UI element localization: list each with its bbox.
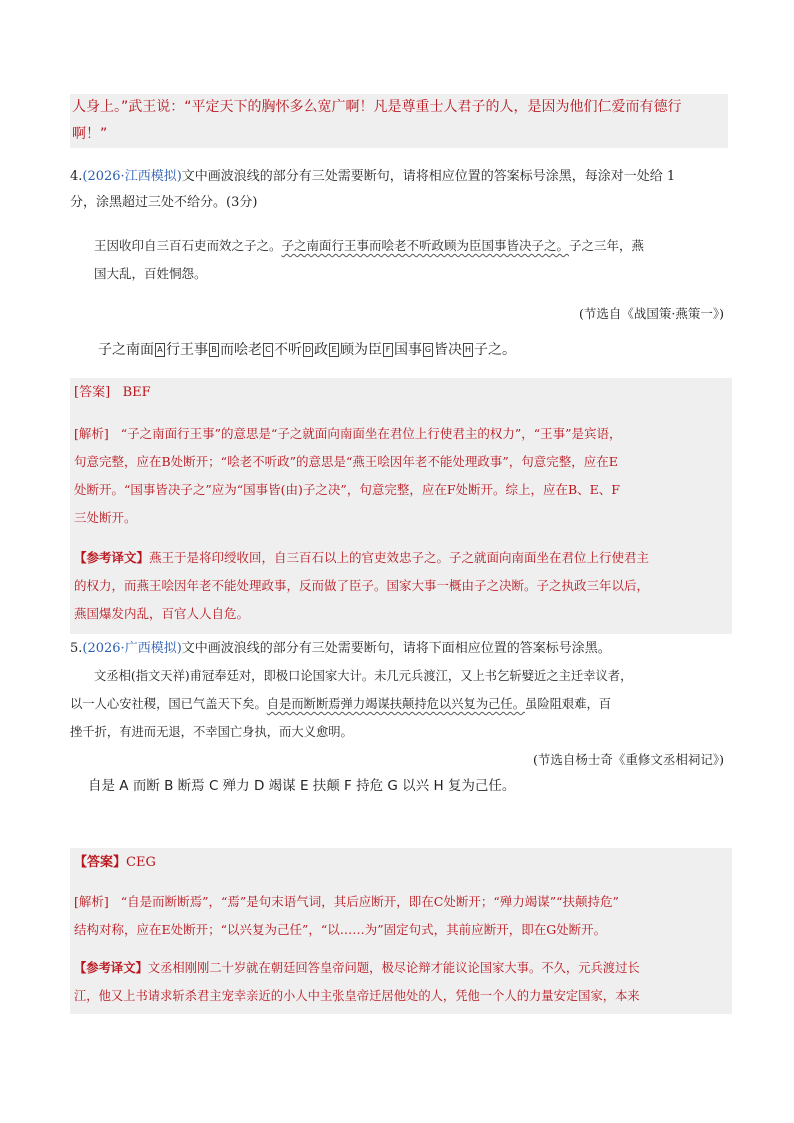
q5-translation-label: 【参考译文】 <box>74 960 148 975</box>
q5-passage-2a: 以一人心安社稷，国已气盖天下矣。 <box>70 697 267 711</box>
q5-analysis-1: “自是而断断焉”，“焉”是句末语气词，其后应断开，即在C处断开；“殚力竭谋”“扶颠持危” <box>120 894 619 909</box>
q4-options <box>70 338 724 362</box>
q5-analysis-label: [解析] <box>74 894 109 909</box>
top-translation-line-1: 人身上。”武王说：“平定天下的胸怀多么宽广啊！凡是尊重士人君子的人，是因为他们仁爱而有德行 <box>72 99 682 115</box>
q4-translation-label: 【参考译文】 <box>74 550 150 565</box>
q4-answer-block <box>70 378 732 634</box>
q4-opt-6-mark[interactable]: F <box>383 343 393 357</box>
q4-opt-7: 国事 <box>394 342 422 358</box>
question-4 <box>70 164 724 216</box>
q4-citation: (节选自《战国策·燕策一》) <box>579 306 724 321</box>
q5-answer-line <box>74 850 728 876</box>
top-translation-block <box>70 94 728 148</box>
question-5 <box>70 636 724 798</box>
q5-passage-line-1: 文丞相(指文天祥)甫冠奉廷对，即极口论国家大计。未几元兵渡江，又上书乞斩嬖近之主迁幸议者， <box>94 669 633 683</box>
q4-answer-label: [答案] <box>74 385 111 400</box>
q5-source-label: (2026·广西模拟) <box>82 641 182 656</box>
q4-source-label: (2026·江西模拟) <box>82 169 182 184</box>
q4-prompt-line-1 <box>70 164 724 190</box>
q4-answer: BEF <box>122 385 151 400</box>
q5-answer: CEG <box>126 855 156 870</box>
q4-opt-9: 子之。 <box>474 342 516 358</box>
q5-citation: (节选自杨士奇《重修文丞相祠记》) <box>532 752 724 767</box>
q5-answer-label: 【答案】 <box>74 855 127 870</box>
q4-translation-line-1 <box>74 544 728 572</box>
q4-analysis-label: [解析] <box>74 426 109 441</box>
q4-prompt-a: 文中画波浪线的部分有三处需要断句，请将相应位置的答案标号涂黑，每涂对一处给 1 <box>181 169 676 184</box>
q4-passage-a: 王因收印自三百石吏而效之子之。 <box>94 238 282 253</box>
q5-translation-line-2: 江，他又上书请求斩杀君主宠幸亲近的小人中主张皇帝迁居他处的人，凭他一个人的力量安定国家，本来 <box>74 989 640 1003</box>
q5-prompt-line <box>70 636 724 662</box>
q4-translation-line-2: 的权力，而燕王哙因年老不能处理政事，反而做了臣子。国家大事一概由子之决断。子之执政三年以后， <box>74 578 650 593</box>
q4-opt-4: 不听 <box>274 342 302 358</box>
q4-analysis-1: “子之南面行王事”的意思是“子之就面向南面坐在君位上行使君主的权力”，“王事”是宾语， <box>120 426 622 441</box>
q4-prompt-line-2: 分，涂黑超过三处不给分。(3分) <box>70 195 258 210</box>
q5-analysis-line-1 <box>74 888 728 916</box>
q4-opt-1-mark[interactable]: A <box>155 343 165 357</box>
q4-opt-3-mark[interactable]: C <box>263 343 273 357</box>
q4-opt-8-mark[interactable]: H <box>463 343 473 357</box>
q5-number: 5. <box>70 641 83 656</box>
q4-analysis-line-2: 句意完整，应在B处断开；“哙老不听政”的意思是“燕王哙因年老不能处理政事”，句意完整，应在E <box>74 454 618 469</box>
q4-analysis-line-1 <box>74 420 728 448</box>
top-translation-line-2: 啊！” <box>72 126 108 142</box>
q4-opt-2: 行王事 <box>166 342 208 358</box>
q4-opt-2-mark[interactable]: B <box>209 343 219 357</box>
q4-passage <box>70 232 724 328</box>
q4-passage-b: 子之三年，燕 <box>569 238 645 253</box>
q4-analysis-line-4: 三处断开。 <box>74 510 137 525</box>
q4-options-line <box>70 338 724 362</box>
q4-opt-5-mark[interactable]: E <box>329 343 339 357</box>
q4-opt-8: 皆决 <box>434 342 462 358</box>
q5-passage-line-2 <box>70 690 724 718</box>
q4-opt-3: 而哙老 <box>220 342 262 358</box>
q4-passage-line-1 <box>70 232 724 260</box>
q4-translation-line-3: 燕国爆发内乱，百官人人自危。 <box>74 606 250 621</box>
q5-answer-block <box>70 848 732 1014</box>
q4-passage-wavy: 子之南面行王事而哙老不听政顾为臣国事皆决子之。 <box>281 238 570 253</box>
q4-opt-7-mark[interactable]: G <box>423 343 433 357</box>
q4-opt-4-mark[interactable]: D <box>303 343 313 357</box>
q5-translation-line-1 <box>74 954 728 982</box>
q4-opt-1: 子之南面 <box>98 342 154 358</box>
q4-passage-line-2: 国大乱，百姓恫怨。 <box>94 266 207 281</box>
q5-passage-2b: 虽险阻艰难，百 <box>525 697 612 711</box>
q5-analysis-line-2: 结构对称，应在E处断开；“以兴复为己任”，“以……为”固定句式，其前应断开，即在G处断开。 <box>74 922 607 937</box>
q4-opt-6: 顾为臣 <box>340 342 382 358</box>
q5-passage-wavy: 自是而断断焉弹力竭谋扶颠持危以兴复为己任。 <box>266 697 526 711</box>
q5-translation-1: 文丞相刚刚二十岁就在朝廷回答皇帝问题，极尽论辩才能议论国家大事。不久，元兵渡过长 <box>147 961 640 975</box>
q4-number: 4. <box>70 169 83 184</box>
q5-options: 自是 A 而断 B 断焉 C 殚力 D 竭谋 E 扶颠 F 持危 G 以兴 H 复为己任。 <box>88 778 516 794</box>
q4-opt-5: 政 <box>314 342 328 358</box>
q4-answer-line <box>74 380 728 406</box>
q5-prompt: 文中画波浪线的部分有三处需要断句，请将下面相应位置的答案标号涂黑。 <box>181 641 611 656</box>
q4-analysis-line-3: 处断开。“国事皆决子之”应为“国事皆(由)子之决”，句意完整，应在F处断开。综上，应在B、E、F <box>74 482 620 497</box>
q5-passage-line-3: 挫千折，有进而无退，不幸国亡身执，而大义愈明。 <box>70 725 353 739</box>
q4-translation-1: 燕王于是将印绶收回，自三百石以上的官吏效忠子之。子之就面向南面坐在君位上行使君主 <box>149 550 650 565</box>
